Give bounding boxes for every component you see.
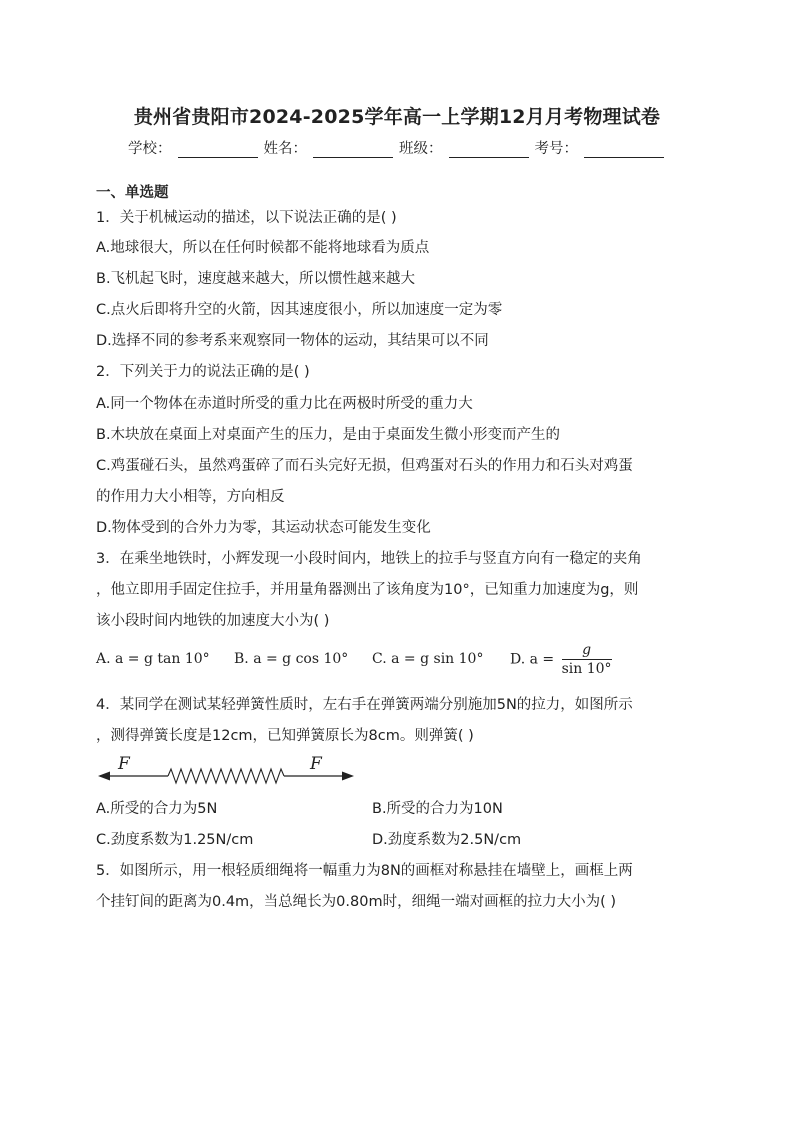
class-label: 班级： (399, 141, 443, 157)
right-force-label: F (310, 756, 322, 774)
class-blank[interactable] (449, 141, 529, 158)
q4-option-a: A.所受的合力为5N (96, 801, 218, 817)
q3-option-d-numerator: g (562, 642, 612, 660)
q3-option-d (510, 642, 612, 677)
q3-option-a: A. a = g tan 10° (96, 651, 210, 667)
q3-stem-line1: 3．在乘坐地铁时，小辉发现一小段时间内，地铁上的拉手与竖直方向有一稳定的夹角 (96, 551, 642, 567)
spring-coil (168, 769, 284, 783)
right-arrowhead-icon (342, 772, 354, 781)
school-blank[interactable] (178, 141, 258, 158)
q2-option-b: B.木块放在桌面上对桌面产生的压力，是由于桌面发生微小形变而产生的 (96, 427, 561, 443)
q3-stem-line3: 该小段时间内地铁的加速度大小为( ) (96, 613, 330, 629)
q3-stem-line2: ，他立即用手固定住拉手，并用量角器测出了该角度为10°，已知重力加速度为g，则 (96, 582, 639, 598)
q3-option-c: C. a = g sin 10° (372, 651, 484, 667)
section-heading: 一、单选题 (96, 185, 169, 201)
name-label: 姓名： (263, 141, 307, 157)
school-label: 学校： (128, 141, 172, 157)
q5-stem-line2: 个挂钉间的距离为0.4m，当总绳长为0.80m时，细绳一端对画框的拉力大小为( ) (96, 894, 617, 910)
name-blank[interactable] (313, 141, 393, 158)
page-title: 贵州省贵阳市2024-2025学年高一上学期12月月考物理试卷 (133, 106, 661, 128)
q5-stem-line1: 5．如图所示，用一根轻质细绳将一幅重力为8N的画框对称悬挂在墙壁上，画框上两 (96, 863, 633, 879)
q4-option-b: B.所受的合力为10N (372, 801, 503, 817)
student-info-row (128, 136, 688, 158)
q2-option-a: A.同一个物体在赤道时所受的重力比在两极时所受的重力大 (96, 396, 473, 412)
q4-stem-line1: 4．某同学在测试某轻弹簧性质时，左右手在弹簧两端分别施加5N的拉力，如图所示 (96, 697, 633, 713)
q3-option-b: B. a = g cos 10° (234, 651, 349, 667)
q1-option-d: D.选择不同的参考系来观察同一物体的运动，其结果可以不同 (96, 333, 489, 349)
q4-stem-line2: ，测得弹簧长度是12cm，已知弹簧原长为8cm。则弹簧( ) (96, 728, 474, 744)
q2-option-c-line2: 的作用力大小相等，方向相反 (96, 489, 285, 505)
q3-option-d-prefix: D. a = (510, 651, 555, 668)
number-label: 考号： (534, 141, 578, 157)
q3-option-d-fraction (562, 642, 612, 677)
number-blank[interactable] (584, 141, 664, 158)
q1-option-b: B.飞机起飞时，速度越来越大，所以惯性越来越大 (96, 271, 416, 287)
left-arrowhead-icon (98, 772, 110, 781)
q2-option-d: D.物体受到的合外力为零，其运动状态可能发生变化 (96, 520, 431, 536)
spring-figure (96, 756, 358, 790)
q4-option-c: C.劲度系数为1.25N/cm (96, 832, 254, 848)
q1-option-c: C.点火后即将升空的火箭，因其速度很小，所以加速度一定为零 (96, 302, 503, 318)
q4-option-d: D.劲度系数为2.5N/cm (372, 832, 522, 848)
q2-stem: 2．下列关于力的说法正确的是( ) (96, 364, 310, 380)
q3-option-d-denominator: sin 10° (561, 661, 612, 677)
q1-option-a: A.地球很大，所以在任何时候都不能将地球看为质点 (96, 240, 430, 256)
left-force-label: F (118, 756, 130, 774)
q2-option-c-line1: C.鸡蛋碰石头，虽然鸡蛋碎了而石头完好无损，但鸡蛋对石头的作用力和石头对鸡蛋 (96, 458, 633, 474)
q1-stem: 1．关于机械运动的描述，以下说法正确的是( ) (96, 210, 397, 226)
